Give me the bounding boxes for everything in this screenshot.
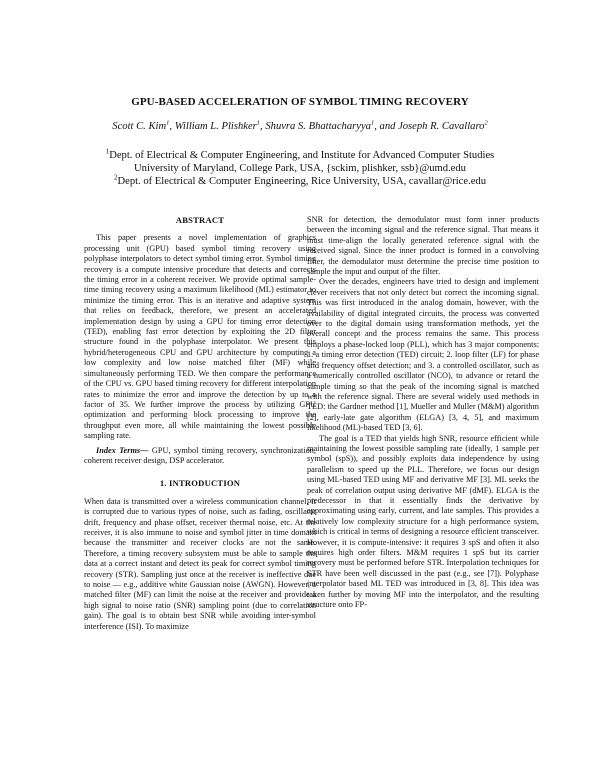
affiliation-line [0, 175, 600, 188]
affiliation-2 [0, 175, 600, 188]
body-paragraph: Over the decades, engineers have tried to design and implement clever receivers that not only detect but correct the incoming signal. This was first introduced in the analog domain, however, with the availability of digital integrated circuits, the process was converted over to the digital domain using transformation methods, yet the overall concept and the process remains the same. This process employs a phase-locked loop (PLL), which has 3 major components: 1. a timing error detection (TED) circuit; 2. loop filter (LF) for phase and frequency offset detection; and 3. a controlled oscillator, such as a numerically controlled oscillator (NCO), to advance or retard the sample timing so that the peak of the incoming signal is matched with the reference signal. There are several widely used methods in TED: the Gardner method [1], Mueller and Muller (M&M) algorithm [2], early-late gate algorithm (ELGA) [3, 4, 5], and maximum likelihood (ML)-based TED [3, 6]. [307, 277, 539, 433]
abstract-text: This paper presents a novel implementation of graphics processing unit (GPU) based symbol timing recovery using polyphase interpolators to detect symbol timing error. Symbol timing recovery is a compute intensive procedure that detects and corrects the timing error in a coherent receiver. We provide optimal sample-time timing recovery using a maximum likelihood (ML) estimator to minimize the timing error. This is an iterative and adaptive system that relies on feedback, therefore, we present an accelerated implementation design by using a GPU for timing error detection (TED), enabling fast error detection by exploiting the 2D filter structure found in the polyphase interpolator. We present this hybrid/heterogeneous CPU and GPU architecture by computing a low complexity and low noise matched filter (MF) while simultaneously performing TED. We then compare the performance of the CPU vs. GPU based timing recovery for different interpolation rates to minimize the error and improve the detection by up to a factor of 35. We further improve the process by utilizing GPU optimization and performing block processing to improve the throughput even more, all while maintaining the lowest possible sampling rate. [84, 233, 316, 441]
author-name: Joseph R. Cavallaro [398, 121, 485, 132]
introduction-heading: 1. INTRODUCTION [159, 478, 241, 489]
affiliation-text: Dept. of Electrical & Computer Engineering, Rice University, USA, cavallar@rice.edu [117, 176, 487, 187]
author-name: Scott C. Kim [112, 121, 167, 132]
affiliation-line: University of Maryland, College Park, USA, {sckim, plishker, ssb}@umd.edu [134, 163, 466, 174]
author-list [0, 121, 600, 132]
author-affiliation-mark: 1 [166, 119, 170, 127]
body-paragraph: The goal is a TED that yields high SNR, resource efficient while maintaining the lowest possible sampling rate (ideally, 1 sample per symbol (spS)), and possibly exploits data independence by using parallelism to speed up the PLL. Therefore, we focus our design using ML-based TED using MF and derivative MF [3]. ML seeks the peak of correlation output using derivative MF (dMF). ELGA is the predecessor in that it essentially finds the derivative by approximating using early, current, and late samples. This provides a relatively low complexity structure for a high performance system, which is critical in terms of designing a resource efficient transceiver. However, it is compute-intensive: it requires 3 spS and often it also requires high order filters. M&M requires 1 spS but its carrier recovery must be performed before STR. Interpolation techniques for STR have been well discussed in the past (e.g., see [7]). Polyphase interpolator based ML TED was introduced in [3, 8]. This idea was taken further by moving MF into the interpolator, and the resulting structure onto FP- [307, 433, 539, 610]
author-affiliation-mark: 1 [370, 119, 375, 127]
paper-title: GPU-BASED ACCELERATION OF SYMBOL TIMING RECOVERY [131, 96, 469, 108]
author-name: Shuvra S. Bhattacharyya [265, 121, 371, 132]
affiliation-line [0, 149, 600, 162]
author-separator: , [169, 121, 175, 132]
author-name: William L. Plishker [174, 121, 257, 132]
index-terms-label: Index Terms— [96, 445, 149, 455]
body-paragraph: SNR for detection, the demodulator must form inner products between the incoming signal and the reference signal. That means it must time-align the locally generated reference signal with the received signal. Since the inner product is formed in a convolving filter, the demodulator must determine the precise time position to sample the input and output of the filter. [307, 215, 539, 277]
affiliation-number: 1 [105, 147, 110, 156]
index-terms-text: GPU, symbol timing recovery, synchronization, coherent receiver design, DSP accelerator. [84, 445, 317, 465]
author-affiliation-mark: 1 [256, 119, 261, 127]
author-affiliation-mark: 2 [484, 119, 488, 127]
abstract-section [84, 233, 316, 466]
author-separator: , and [374, 121, 399, 132]
right-column [307, 215, 539, 610]
author-separator: , [260, 121, 266, 132]
affiliation-number: 2 [113, 173, 118, 182]
index-terms [84, 446, 316, 467]
abstract-heading: ABSTRACT [175, 215, 225, 225]
left-column [84, 215, 316, 632]
body-paragraph: When data is transmitted over a wireless communication channel, it is corrupted due to various types of noise, such as fading, oscillator drift, frequency and phase offset, receiver thermal noise, etc. At the receiver, it is also immune to noise and symbol jitter in time domain because the transmitter and receiver clocks are not the same. Therefore, a timing recovery subsystem must be able to sample the data at a correct instant and detect its peak for correct symbol timing recovery (STR). Sampling just once at the receiver is ineffective due to noise — e.g., additive white Gaussian noise (AWGN). However, a matched filter (MF) can limit the noise at the receiver and provide a high signal to noise ratio (SNR) sampling point (due to correlation gain). The goal is to obtain best SNR while avoiding inter-symbol interference (ISI). To maximize [84, 496, 316, 631]
affiliation-text: Dept. of Electrical & Computer Engineering, and Institute for Advanced Computer Studies [109, 150, 495, 161]
affiliation-1 [0, 149, 600, 175]
